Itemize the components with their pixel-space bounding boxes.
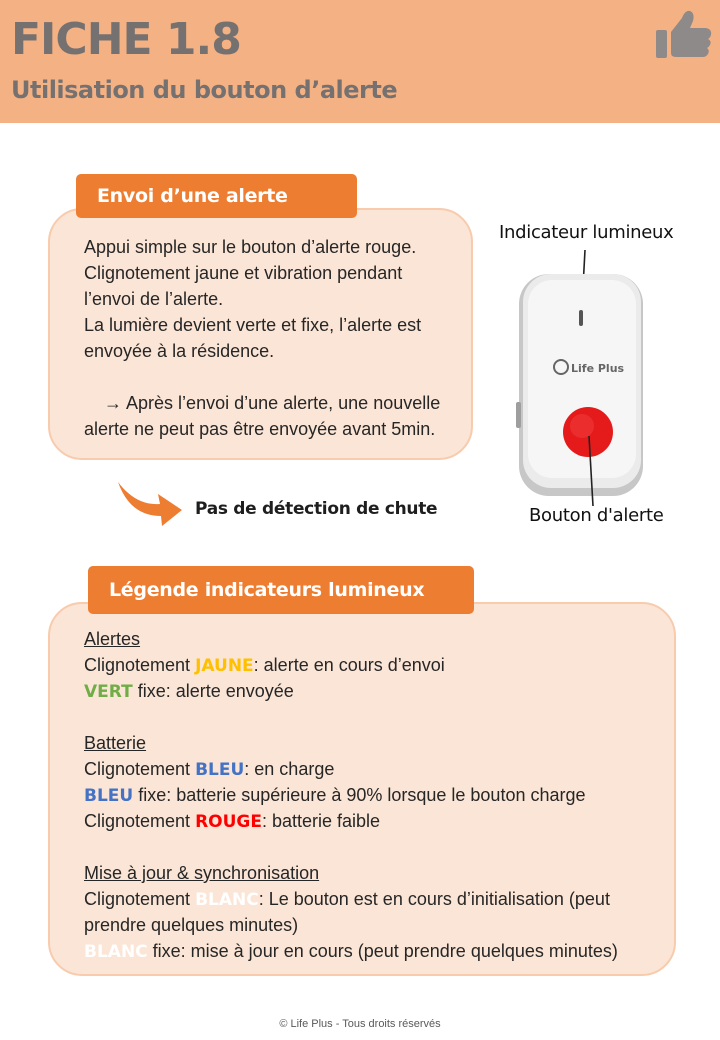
alert-line: La lumière devient verte et fixe, l’alerte est — [84, 315, 422, 335]
thumbs-up-icon — [654, 8, 714, 62]
alert-instructions — [84, 234, 440, 442]
legend-line: BLEU fixe: batterie supérieure à 90% lorsque le bouton charge — [84, 785, 586, 806]
device-brand: Life Plus — [571, 362, 625, 375]
legend-line: Clignotement BLEU: en charge — [84, 759, 335, 780]
alert-button-label: Bouton d'alerte — [529, 505, 664, 526]
legend-line: prendre quelques minutes) — [84, 915, 299, 935]
alert-section-tab: Envoi d’une alerte — [76, 174, 357, 218]
alert-device-image — [510, 250, 660, 506]
color-blue-label: BLEU — [84, 786, 134, 806]
alert-note — [84, 390, 440, 416]
alert-line: alerte ne peut pas être envoyée avant 5min. — [84, 419, 436, 439]
page-subtitle: Utilisation du bouton d’alerte — [11, 76, 398, 104]
legend-heading-alerts: Alertes — [84, 629, 141, 649]
legend-line: Clignotement JAUNE: alerte en cours d’envoi — [84, 655, 445, 676]
legend-line: BLANC fixe: mise à jour en cours (peut prendre quelques minutes) — [84, 941, 618, 962]
legend-section-tab: Légende indicateurs lumineux — [88, 566, 474, 614]
footer-copyright: © Life Plus - Tous droits réservés — [279, 1018, 441, 1030]
legend-content — [84, 626, 618, 964]
alert-line: envoyée à la résidence. — [84, 341, 275, 361]
color-white-label: BLANC — [84, 942, 148, 962]
legend-line: Clignotement ROUGE: batterie faible — [84, 811, 381, 832]
legend-line: Clignotement BLANC: Le bouton est en cours d’initialisation (peut — [84, 889, 610, 910]
header-banner — [0, 0, 720, 123]
arrow-right-icon: → — [104, 393, 123, 413]
page-title: FICHE 1.8 — [11, 14, 241, 65]
legend-heading-battery: Batterie — [84, 733, 147, 753]
alert-line: Clignotement jaune et vibration pendant — [84, 263, 403, 283]
legend-line: VERT fixe: alerte envoyée — [84, 681, 294, 702]
color-red-label: ROUGE — [195, 812, 262, 832]
color-yellow-label: JAUNE — [195, 656, 254, 676]
color-blue-label: BLEU — [195, 760, 245, 780]
legend-heading-update: Mise à jour & synchronisation — [84, 863, 320, 883]
color-white-label: BLANC — [195, 890, 259, 910]
color-green-label: VERT — [84, 682, 133, 702]
indicator-label: Indicateur lumineux — [499, 222, 674, 243]
alert-line: Appui simple sur le bouton d’alerte rouge. — [84, 237, 417, 257]
no-fall-detection-note: Pas de détection de chute — [195, 499, 438, 519]
alert-note-text: Après l’envoi d’une alerte, une nouvelle — [126, 393, 441, 413]
alert-line: l’envoi de l’alerte. — [84, 289, 224, 309]
curved-arrow-icon — [116, 478, 186, 528]
